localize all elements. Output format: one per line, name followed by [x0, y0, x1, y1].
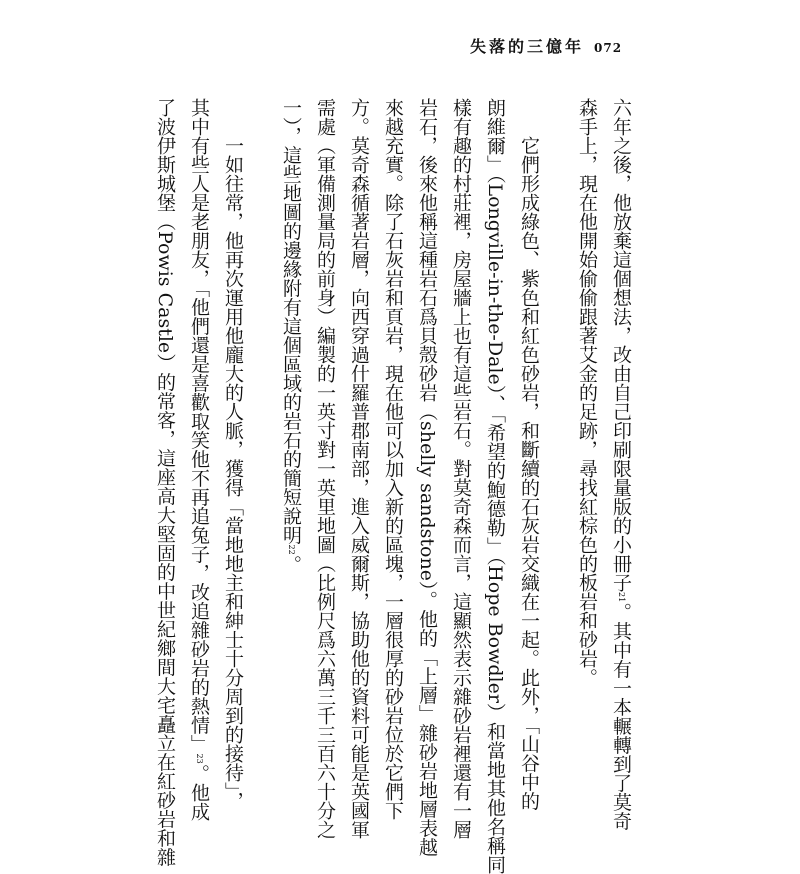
- text-column: [216, 98, 250, 811]
- text-column: [182, 98, 216, 821]
- running-title: 失落的三億年: [470, 37, 585, 56]
- text-column: [604, 98, 638, 831]
- text-segment: 方。莫奇森循著岩層，向西穿過什羅普郡南部，進入威爾斯，協助他的資料可能是英國軍: [348, 98, 370, 839]
- text-column: [570, 98, 604, 782]
- footnote-marker: 21: [617, 592, 626, 603]
- body-text: [154, 98, 638, 874]
- text-column: [376, 98, 410, 820]
- text-column: [410, 98, 444, 857]
- text-segment: 。他成: [188, 763, 210, 821]
- text-segment: 它們形成綠色、紫色和紅色砂岩，和斷續的石灰岩交織在一起。此外，「山谷中的: [518, 136, 540, 811]
- text-segment: 森手上，現在他開始偷偷跟著艾金的足跡，尋找紅棕色的板岩和砂岩。: [576, 98, 598, 687]
- footnote-marker: 23: [195, 753, 204, 764]
- text-column: [342, 98, 376, 839]
- text-segment: 岩石，後來他稱這種岩石爲貝殼砂岩（shelly sandstone）。他的「上層」雜砂岩地層表越: [416, 98, 438, 857]
- text-segment: 了波伊斯城堡（Powis Castle）的常客，這座高大堅固的中世紀鄉間大宅矗立在紅砂岩和雜: [154, 98, 176, 867]
- text-segment: 。其中有一本輾轉到了莫奇: [610, 602, 632, 831]
- text-column: [444, 98, 478, 839]
- text-segment: 需處（軍備測量局的前身）編製的一英寸對一英里地圖（比例尺爲六萬三千三百六十分之: [314, 98, 336, 839]
- text-column: [274, 98, 308, 782]
- running-header: [470, 34, 630, 58]
- text-segment: 朗維爾」（Longville-in-the-Dale）、「希望的鮑德勒」（Hope Bowdler）和當地其他名稱同: [484, 98, 506, 874]
- footnote-marker: 22: [287, 544, 296, 555]
- text-column: [478, 98, 512, 874]
- text-column: [148, 98, 182, 867]
- text-column: [512, 98, 546, 811]
- text-segment: 一），這些地圖的邊緣附有這個區域的岩石的簡短說明: [280, 98, 302, 545]
- text-segment: 一如往常，他再次運用他龐大的人脈，獲得「當地地主和紳士十分周到的接待」，: [222, 136, 244, 811]
- text-column: [308, 98, 342, 839]
- text-segment: 。: [280, 554, 302, 574]
- text-segment: 六年之後，他放棄這個想法，改由自己印刷限量版的小冊子: [610, 98, 632, 592]
- page-number: 072: [594, 41, 623, 55]
- text-segment: 來越充實。除了石灰岩和頁岩，現在他可以加入新的區塊，一層很厚的砂岩位於它們下: [382, 98, 404, 820]
- text-segment: 樣有趣的村莊裡，房屋牆上也有這些岩石。對莫奇森而言，這顯然表示雜砂岩裡還有一層: [450, 98, 472, 839]
- text-segment: 其中有些人是老朋友，「他們還是喜歡取笑他不再追兔子，改追雜砂岩的熱情」: [188, 98, 210, 754]
